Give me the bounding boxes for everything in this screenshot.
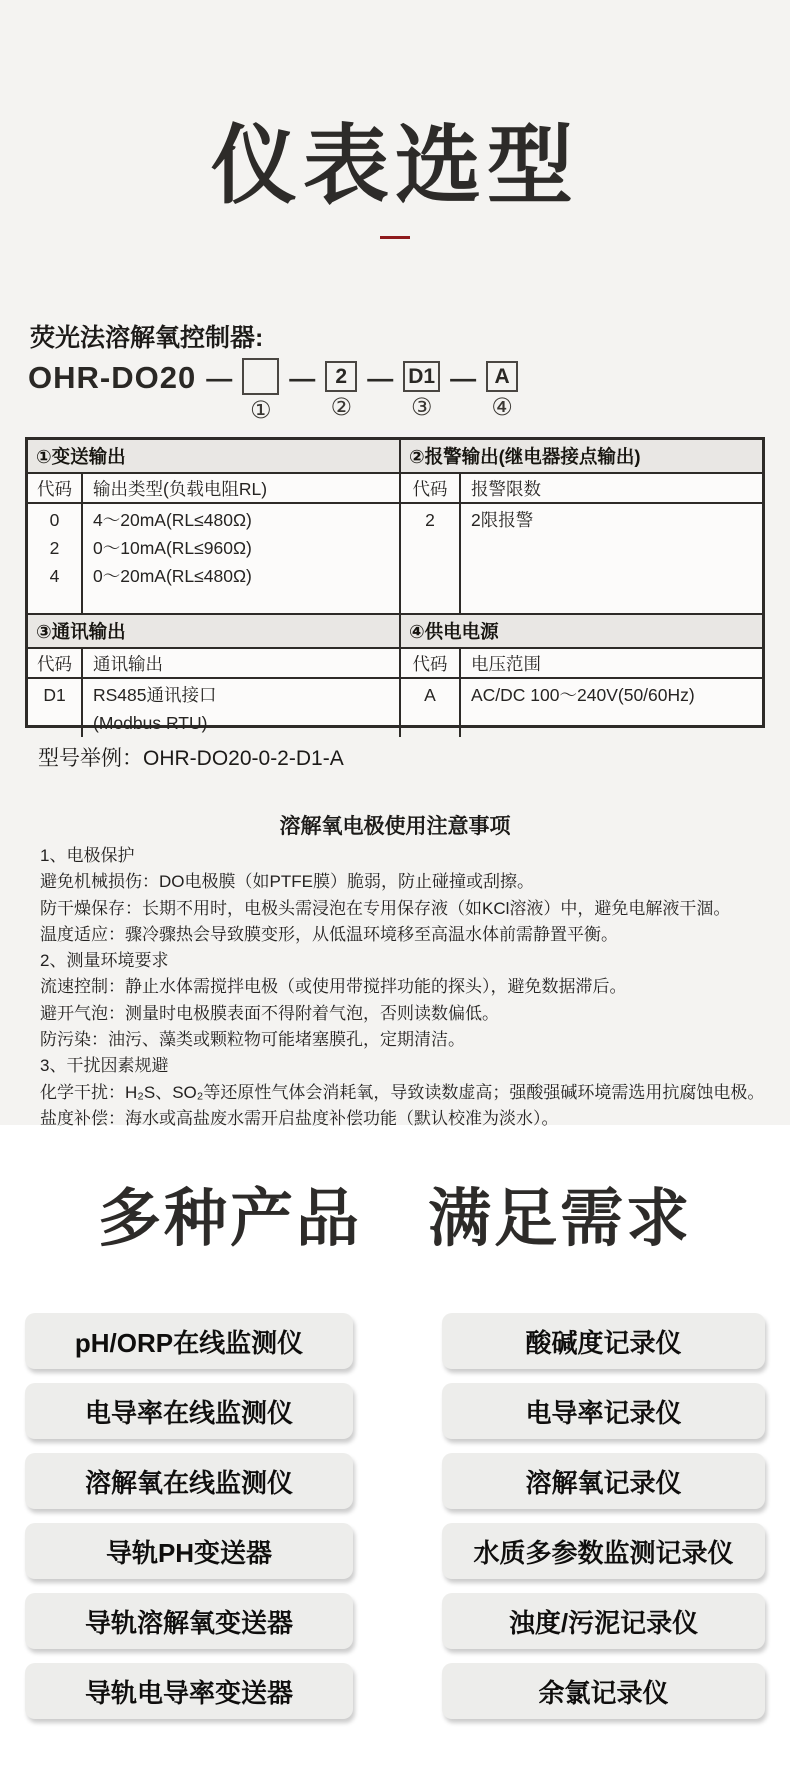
note-line: 盐度补偿：海水或高盐废水需开启盐度补偿功能（默认校准为淡水）。: [40, 1108, 559, 1128]
table-section-alarm-output: [401, 440, 762, 615]
products-grid: [25, 1313, 765, 1719]
table-cell: 4～20mA(RL≤480Ω): [93, 510, 252, 530]
controller-heading: 荧光法溶解氧控制器:: [30, 324, 264, 352]
table-section-communication-output: [28, 615, 401, 737]
electrode-usage-notes: [40, 843, 782, 1132]
table-section-power-supply: [401, 615, 762, 737]
products-heading-right: 满足需求: [428, 1184, 692, 1254]
desc-column: [83, 504, 399, 613]
note-line: 温度适应：骤冷骤热会导致膜变形，从低温环境移至高温水体前需静置平衡。: [40, 924, 618, 944]
note-line: 防污染：油污、藻类或颗粒物可能堵塞膜孔，定期清洁。: [40, 1030, 465, 1050]
note-line: 3、干扰因素规避: [40, 1056, 169, 1076]
code-column: [28, 504, 83, 613]
code-column: [28, 679, 83, 737]
table-section-title: ③通讯输出: [28, 615, 399, 649]
model-segment-4: [486, 358, 518, 420]
desc-column: [83, 679, 399, 737]
products-heading-left: 多种产品: [98, 1184, 362, 1254]
page-title: 仪表选型: [211, 118, 579, 214]
product-button-rail-conductivity-transmitter[interactable]: 导轨电导率变送器: [25, 1663, 353, 1719]
product-button-conductivity-recorder[interactable]: 电导率记录仪: [442, 1383, 765, 1439]
segment-index-badge: ③: [410, 394, 433, 421]
table-cell: 4: [49, 566, 60, 586]
column-header-code: 代码: [401, 649, 461, 677]
product-row: [25, 1383, 765, 1439]
table-section-title: ④供电电源: [401, 615, 762, 649]
product-button-rail-ph-transmitter[interactable]: 导轨PH变送器: [25, 1523, 353, 1579]
product-button-multiparameter-recorder[interactable]: 水质多参数监测记录仪: [442, 1523, 765, 1579]
table-cell: 2限报警: [471, 510, 534, 530]
product-button-ph-orp-monitor[interactable]: pH/ORP在线监测仪: [25, 1313, 353, 1369]
column-header-code: 代码: [28, 649, 83, 677]
model-segment-box: [242, 358, 279, 395]
table-cell: A: [424, 685, 436, 705]
product-button-dissolved-oxygen-recorder[interactable]: 溶解氧记录仪: [442, 1453, 765, 1509]
note-line: 避免机械损伤：DO电极膜（如PTFE膜）脆弱，防止碰撞或刮擦。: [40, 872, 534, 892]
product-row: [25, 1523, 765, 1579]
model-prefix: OHR-DO20: [28, 360, 197, 395]
segment-index-badge: ④: [491, 394, 513, 421]
product-button-residual-chlorine-recorder[interactable]: 余氯记录仪: [442, 1663, 765, 1719]
product-button-turbidity-recorder[interactable]: 浊度/污泥记录仪: [442, 1593, 765, 1649]
table-cell: 0: [49, 510, 60, 530]
product-button-acidity-recorder[interactable]: 酸碱度记录仪: [442, 1313, 765, 1369]
table-cell: D1: [43, 685, 66, 705]
dash-separator: —: [367, 363, 394, 393]
model-segment-1: [242, 358, 279, 423]
model-segment-2: [325, 358, 357, 420]
note-line: 流速控制：静止水体需搅拌电极（或使用带搅拌功能的探头），避免数据滞后。: [40, 977, 627, 997]
table-body: [28, 504, 399, 613]
column-header-desc: 通讯输出: [93, 653, 163, 674]
note-line: 化学干扰：H₂S、SO₂等还原性气体会消耗氧，导致读数虚高；强酸强碱环境需选用抗腐蚀电极。: [40, 1082, 765, 1102]
table-cell: 0～10mA(RL≤960Ω): [93, 538, 252, 558]
note-line: 避开气泡：测量时电极膜表面不得附着气泡，否则读数偏低。: [40, 1003, 499, 1023]
model-code-diagram: [28, 358, 518, 423]
model-segment-box: 2: [325, 361, 357, 392]
table-cell: RS485通讯接口: [93, 685, 217, 705]
table-cell: 0～20mA(RL≤480Ω): [93, 566, 252, 586]
model-segment-box: A: [486, 361, 518, 392]
segment-index-badge: ①: [249, 397, 272, 424]
note-line: 1、电极保护: [40, 846, 135, 865]
table-cell: (Modbus RTU): [93, 713, 208, 733]
model-segment-3: [403, 358, 440, 420]
table-subheader-row: [28, 649, 399, 679]
code-column: [401, 679, 461, 737]
table-section-title: ②报警输出(继电器接点输出): [401, 440, 762, 474]
segment-index-badge: ②: [330, 394, 352, 421]
dash-separator: —: [206, 363, 233, 393]
title-accent-divider: [380, 236, 410, 239]
table-section-title: ①变送输出: [28, 440, 399, 474]
note-line: 防干燥保存：长期不用时，电极头需浸泡在专用保存液（如KCl溶液）中，避免电解液干涸。: [40, 898, 731, 918]
column-header-desc: 报警限数: [471, 478, 541, 499]
table-body: [401, 504, 762, 613]
table-cell: AC/DC 100～240V(50/60Hz): [471, 685, 695, 705]
table-subheader-row: [401, 649, 762, 679]
products-heading: [0, 1168, 790, 1259]
notes-title: 溶解氧电极使用注意事项: [279, 815, 511, 838]
table-section-transmission-output: [28, 440, 401, 615]
product-button-conductivity-monitor[interactable]: 电导率在线监测仪: [25, 1383, 353, 1439]
code-column: [401, 504, 461, 613]
model-example-text: 型号举例：OHR-DO20-0-2-D1-A: [38, 747, 344, 770]
column-header-desc: 输出类型(负载电阻RL): [93, 478, 268, 499]
model-segment-box: D1: [403, 361, 440, 392]
product-row: [25, 1663, 765, 1719]
product-row: [25, 1453, 765, 1509]
table-body: [401, 679, 762, 737]
column-header-code: 代码: [28, 474, 83, 502]
table-body: [28, 679, 399, 737]
desc-column: [461, 504, 762, 613]
table-subheader-row: [28, 474, 399, 504]
table-cell: 2: [425, 510, 435, 530]
dash-separator: —: [450, 363, 477, 393]
column-header-code: 代码: [401, 474, 461, 502]
table-subheader-row: [401, 474, 762, 504]
product-row: [25, 1313, 765, 1369]
note-line: 2、测量环境要求: [40, 951, 169, 971]
product-button-rail-do-transmitter[interactable]: 导轨溶解氧变送器: [25, 1593, 353, 1649]
table-cell: 2: [49, 538, 60, 558]
selection-spec-table: [25, 437, 765, 733]
product-row: [25, 1593, 765, 1649]
dash-separator: —: [289, 363, 316, 393]
product-button-dissolved-oxygen-monitor[interactable]: 溶解氧在线监测仪: [25, 1453, 353, 1509]
column-header-desc: 电压范围: [471, 653, 541, 674]
desc-column: [461, 679, 762, 737]
